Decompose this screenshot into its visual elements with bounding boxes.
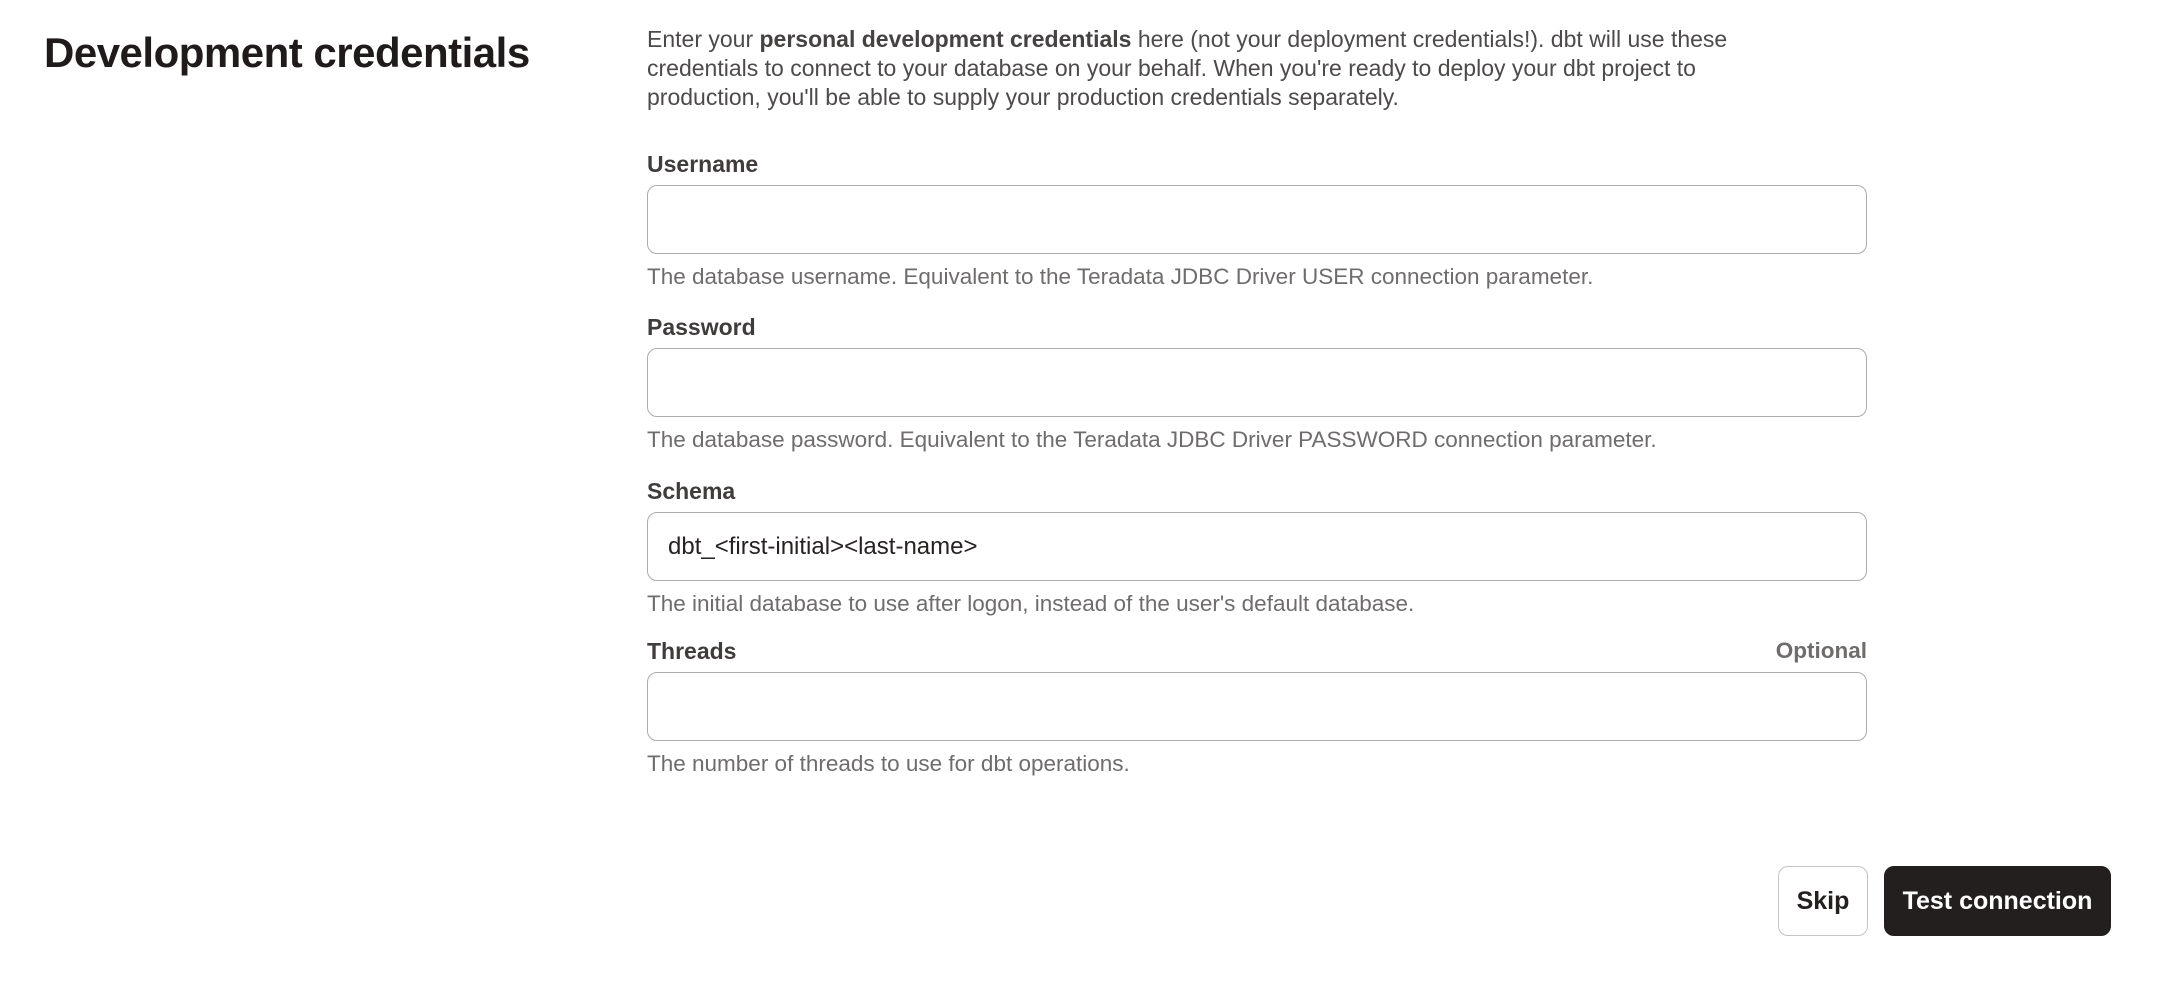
threads-label: Threads: [647, 638, 737, 664]
password-label: Password: [647, 314, 756, 340]
threads-help-text: The number of threads to use for dbt operations.: [647, 751, 1130, 776]
test-connection-button[interactable]: Test connection: [1884, 866, 2111, 936]
threads-optional-badge: Optional: [1775, 638, 1867, 663]
username-input[interactable]: [647, 185, 1867, 254]
footer-actions: [1778, 866, 2111, 936]
intro-text-suffix: here (not your deployment credentials!). dbt will use these credentials to connect to your database on your behalf. When you're ready to deploy your dbt project to production, you'll be able to supply your production credentials separately.: [647, 26, 1728, 110]
username-label: Username: [647, 151, 759, 177]
skip-button[interactable]: Skip: [1778, 866, 1868, 936]
username-help-text: The database username. Equivalent to the Teradata JDBC Driver USER connection parameter.: [647, 264, 1594, 289]
schema-label: Schema: [647, 478, 736, 504]
page-title: Development credentials: [44, 29, 530, 76]
intro-text-bold: personal development credentials: [759, 26, 1132, 52]
threads-input[interactable]: [647, 672, 1867, 741]
username-field-group: [647, 150, 1867, 290]
schema-field-group: [647, 477, 1867, 617]
threads-field-group: [647, 637, 1867, 777]
password-field-group: [647, 313, 1867, 453]
schema-input[interactable]: [647, 512, 1867, 581]
password-help-text: The database password. Equivalent to the Teradata JDBC Driver PASSWORD connection parameter.: [647, 427, 1657, 452]
intro-text: [647, 25, 1805, 112]
password-input[interactable]: [647, 348, 1867, 417]
schema-help-text: The initial database to use after logon, instead of the user's default database.: [647, 591, 1415, 616]
intro-text-prefix: Enter your: [647, 26, 760, 52]
